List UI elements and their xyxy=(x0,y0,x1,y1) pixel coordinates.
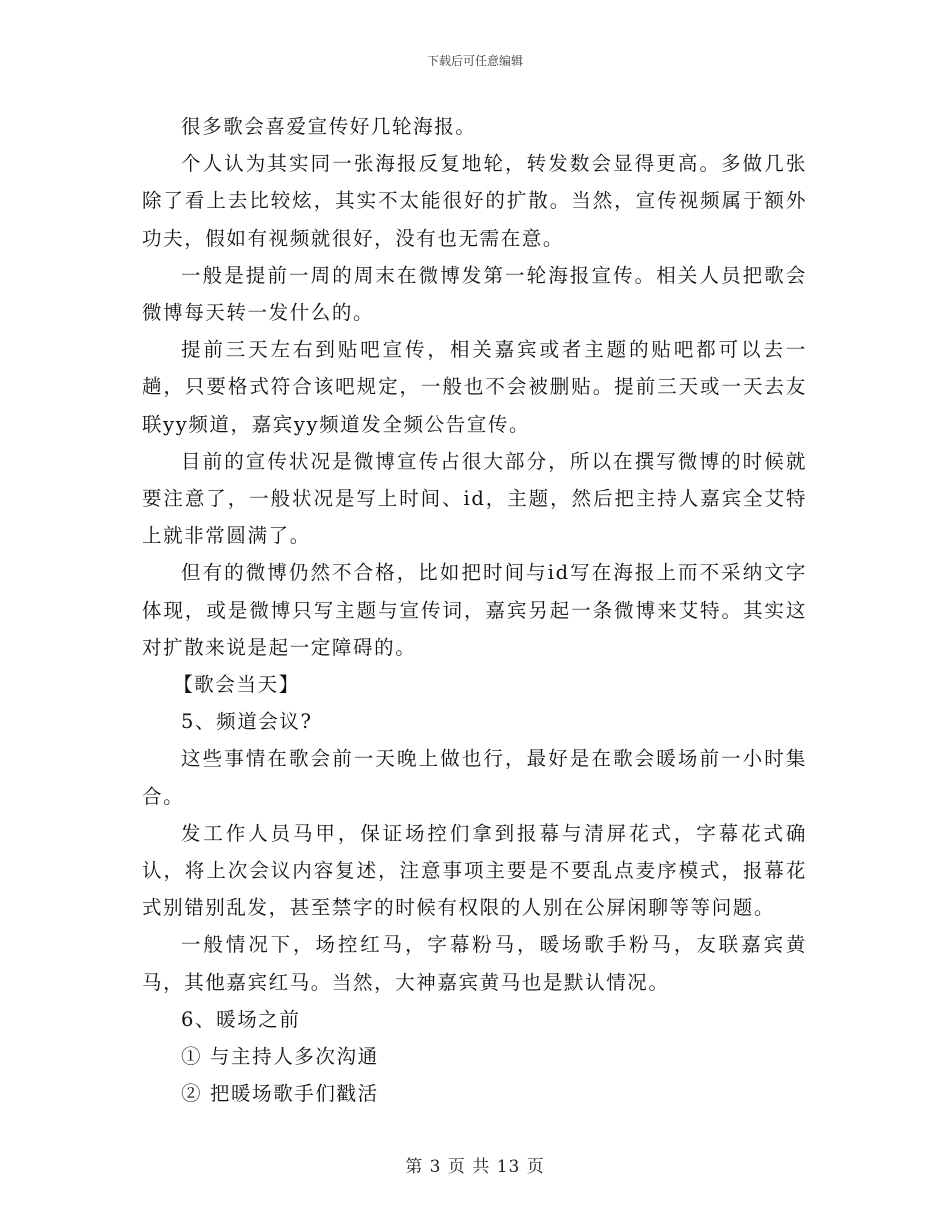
list-item: ② 把暖场歌手们戳活 xyxy=(181,1082,379,1106)
subsection-heading: 6、暖场之前 xyxy=(181,1007,301,1031)
page-footer: 第 3 页 共 13 页 xyxy=(405,1157,545,1177)
list-item: ① 与主持人多次沟通 xyxy=(181,1045,379,1069)
paragraph: 一般是提前一周的周末在微博发第一轮海报宣传。相关人员把歌会微博每天转一发什么的。 xyxy=(142,263,807,325)
paragraph: 这些事情在歌会前一天晚上做也行，最好是在歌会暖场前一小时集合。 xyxy=(142,747,807,808)
paragraph: 个人认为其实同一张海报反复地轮，转发数会显得更高。多做几张除了看上去比较炫，其实不太能很好的扩散。当然，宣传视频属于额外功夫，假如有视频就很好，没有也无需在意。 xyxy=(142,152,807,250)
paragraph: 发工作人员马甲，保证场控们拿到报幕与清屏花式，字幕花式确认，将上次会议内容复述，注意事项主要是不要乱点麦序模式，报幕花式别错别乱发，甚至禁字的时候有权限的人别在公屏闲聊等等问题。 xyxy=(142,821,807,920)
section-heading: 【歌会当天】 xyxy=(173,673,300,697)
page-header: 下载后可任意编辑 xyxy=(426,54,523,68)
paragraph: 目前的宣传状况是微博宣传占很大部分，所以在撰写微博的时候就要注意了，一般状况是写上时间、id，主题，然后把主持人嘉宾全艾特上就非常圆满了。 xyxy=(142,449,807,548)
paragraph: 提前三天左右到贴吧宣传，相关嘉宾或者主题的贴吧都可以去一趟，只要格式符合该吧规定，一般也不会被删贴。提前三天或一天去友联yy频道，嘉宾yy频道发全频公告宣传。 xyxy=(142,338,807,436)
paragraph: 很多歌会喜爱宣传好几轮海报。 xyxy=(181,115,477,138)
subsection-heading: 5、频道会议? xyxy=(181,710,313,734)
paragraph: 但有的微博仍然不合格，比如把时间与id写在海报上而不采纳文字体现，或是微博只写主题与宣传词，嘉宾另起一条微博来艾特。其实这对扩散来说是起一定障碍的。 xyxy=(142,561,807,659)
document-body xyxy=(142,108,807,1112)
paragraph: 一般情况下，场控红马，字幕粉马，暖场歌手粉马，友联嘉宾黄马，其他嘉宾红马。当然，大神嘉宾黄马也是默认情况。 xyxy=(142,933,807,994)
